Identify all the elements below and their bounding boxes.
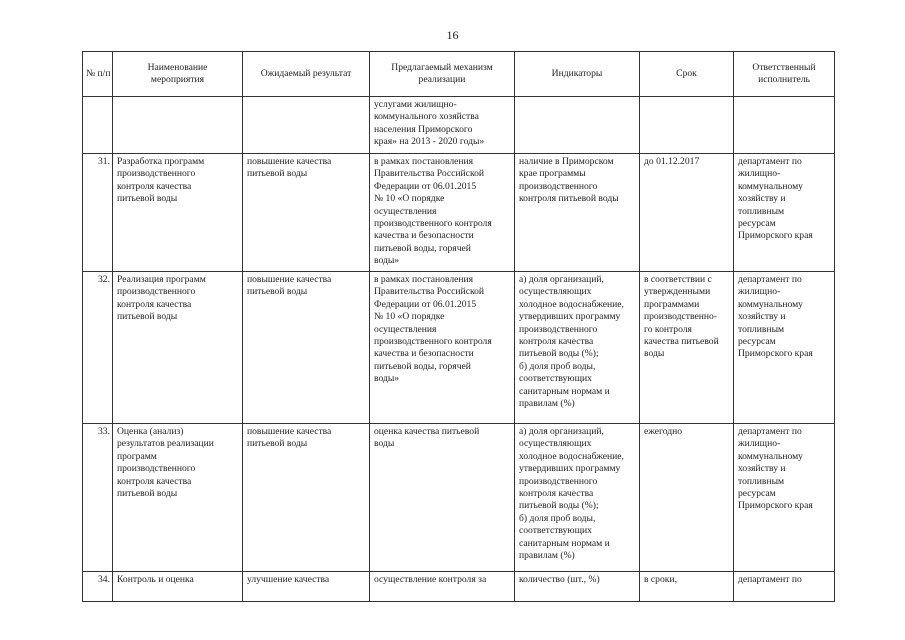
text-line: повышение качества — [247, 156, 332, 167]
text-line: производственного — [117, 463, 196, 475]
term-cell — [640, 272, 734, 424]
text-line: производственного — [117, 168, 196, 180]
cell — [83, 97, 113, 154]
text-line: мероприятия — [150, 74, 205, 85]
text-line: производственного контроля — [374, 336, 492, 348]
text-line: количество (шт., %) — [519, 574, 600, 585]
text-line: Разработка программ — [117, 156, 205, 167]
table-row — [83, 572, 835, 602]
text-line: санитарным нормам и — [519, 537, 610, 549]
text-line: хозяйству и — [738, 193, 786, 205]
text-line: осуществление контроля за — [374, 574, 487, 585]
text-line: департамент по — [738, 156, 802, 167]
text-line: воды — [374, 438, 395, 450]
mechanism-cell — [370, 272, 515, 424]
text-line: производственного контроля — [374, 218, 492, 230]
result-cell — [243, 572, 370, 602]
text-line: производственного — [519, 475, 598, 487]
text-line: коммунальному — [738, 298, 803, 310]
text-line: качества и безопасности — [374, 230, 474, 242]
text-line: осуществления — [374, 205, 437, 217]
text-line: повышение качества — [247, 274, 332, 285]
row-number: 31. — [83, 154, 113, 272]
text-line: ежегодно — [644, 426, 683, 437]
text-line: питьевой воды — [117, 193, 178, 205]
text-line: контроля качества — [117, 180, 192, 192]
name-cell — [113, 272, 243, 424]
table-row — [83, 272, 835, 424]
text-line: контроля качества — [519, 336, 594, 348]
text-line: утвердивших программу — [519, 463, 621, 475]
page-number: 16 — [446, 28, 459, 42]
text-line: го контроля — [644, 323, 692, 335]
name-cell — [113, 572, 243, 602]
text-line: до 01.12.2017 — [644, 156, 700, 167]
cell — [243, 97, 370, 154]
text-line: качества и безопасности — [374, 348, 474, 360]
responsible-cell — [734, 272, 835, 424]
text-line: питьевой воды (%); — [519, 500, 599, 512]
term-cell — [640, 572, 734, 602]
text-line: крае программы — [519, 168, 586, 180]
mechanism-cell — [370, 154, 515, 272]
text-line: питьевой воды — [247, 168, 308, 180]
text-line: соответствующих — [519, 373, 592, 385]
text-line: Правительства Российской — [374, 286, 485, 298]
text-line: в сроки, — [644, 574, 677, 585]
text-line: б) доля проб воды, — [519, 512, 596, 524]
text-line: жилищно- — [738, 168, 781, 180]
text-line: осуществляющих — [519, 438, 592, 450]
text-line: воды» — [374, 373, 400, 385]
header-cell — [83, 52, 113, 97]
text-line: правилам (%) — [519, 550, 575, 562]
header-cell — [113, 52, 243, 97]
text-line: качества питьевой — [644, 336, 719, 348]
text-line: соответствующих — [519, 525, 592, 537]
row-number: 33. — [83, 424, 113, 572]
text-line: осуществления — [374, 323, 437, 335]
header-cell — [515, 52, 640, 97]
text-line: ресурсам — [738, 218, 776, 230]
text-line: № п/п — [86, 67, 111, 79]
responsible-cell — [734, 154, 835, 272]
text-line: контроля качества — [117, 298, 192, 310]
table-row — [83, 424, 835, 572]
header-cell — [370, 52, 515, 97]
text-line: воды» — [374, 255, 400, 267]
text-line: департамент по — [738, 274, 802, 285]
mechanism-cell — [370, 572, 515, 602]
cell — [113, 97, 243, 154]
text-line: Правительства Российской — [374, 168, 485, 180]
text-line: населения Приморского — [374, 123, 473, 135]
text-line: программ — [117, 450, 157, 462]
text-line: Ответственный — [752, 61, 816, 73]
text-line: а) доля организаций, — [519, 274, 604, 285]
text-line: в соответствии с — [644, 274, 712, 285]
text-line: б) доля проб воды, — [519, 360, 596, 372]
text-line: жилищно- — [738, 286, 781, 298]
text-line: холодное водоснабжение, — [519, 298, 624, 310]
text-line: топливным — [738, 205, 785, 217]
text-line: ресурсам — [738, 336, 776, 348]
text-line: коммунального хозяйства — [374, 111, 479, 123]
text-line: Федерации от 06.01.2015 — [374, 180, 477, 192]
text-line: края» на 2013 - 2020 годы» — [374, 136, 485, 148]
text-line: производственно- — [644, 311, 717, 323]
text-line: Приморского края — [738, 230, 813, 242]
text-line: утвердивших программу — [519, 311, 621, 323]
text-line: питьевой воды — [117, 488, 178, 500]
text-line: хозяйству и — [738, 463, 786, 475]
text-line: улучшение качества — [247, 574, 330, 585]
text-line: питьевой воды — [117, 311, 178, 323]
text-line: Предлагаемый механизм — [391, 61, 493, 73]
text-line: результатов реализации — [117, 438, 214, 450]
indicators-cell — [515, 154, 640, 272]
cell — [640, 97, 734, 154]
text-line: контроля качества — [519, 488, 594, 500]
name-cell — [113, 424, 243, 572]
text-line: хозяйству и — [738, 311, 786, 323]
text-line: № 10 «О порядке — [374, 311, 445, 323]
mechanism-cell — [370, 97, 515, 154]
measures-table — [82, 51, 835, 602]
term-cell — [640, 154, 734, 272]
text-line: услугами жилищно- — [374, 99, 457, 110]
header-cell — [243, 52, 370, 97]
row-number: 32. — [83, 272, 113, 424]
text-line: питьевой воды — [247, 438, 308, 450]
text-line: Срок — [676, 67, 697, 79]
text-line: ресурсам — [738, 488, 776, 500]
text-line: Федерации от 06.01.2015 — [374, 298, 477, 310]
text-line: контроля питьевой воды — [519, 193, 619, 205]
indicators-cell — [515, 572, 640, 602]
text-line: питьевой воды, горячей — [374, 242, 471, 254]
text-line: № 10 «О порядке — [374, 193, 445, 205]
text-line: утвержденными — [644, 286, 711, 298]
text-line: Наименование — [147, 61, 208, 73]
text-line: правилам (%) — [519, 398, 575, 410]
responsible-cell — [734, 572, 835, 602]
text-line: питьевой воды, горячей — [374, 360, 471, 372]
continuation-row — [83, 97, 835, 154]
text-line: питьевой воды (%); — [519, 348, 599, 360]
text-line: Ожидаемый результат — [260, 67, 352, 79]
text-line: коммунальному — [738, 450, 803, 462]
text-line: Индикаторы — [551, 67, 603, 79]
result-cell — [243, 272, 370, 424]
text-line: коммунальному — [738, 180, 803, 192]
text-line: холодное водоснабжение, — [519, 450, 624, 462]
text-line: производственного — [519, 323, 598, 335]
text-line: топливным — [738, 323, 785, 335]
cell — [734, 97, 835, 154]
row-number: 34. — [83, 572, 113, 602]
header-row — [83, 52, 835, 97]
text-line: Реализация программ — [117, 274, 206, 285]
mechanism-cell — [370, 424, 515, 572]
result-cell — [243, 424, 370, 572]
text-line: топливным — [738, 475, 785, 487]
text-line: оценка качества питьевой — [374, 426, 480, 437]
text-line: департамент по — [738, 574, 802, 585]
text-line: питьевой воды — [247, 286, 308, 298]
text-line: воды — [644, 348, 665, 360]
text-line: Приморского края — [738, 348, 813, 360]
text-line: Оценка (анализ) — [117, 426, 184, 437]
text-line: наличие в Приморском — [519, 156, 614, 167]
table-row — [83, 154, 835, 272]
text-line: Приморского края — [738, 500, 813, 512]
text-line: производственного — [117, 286, 196, 298]
text-line: программами — [644, 298, 700, 310]
result-cell — [243, 154, 370, 272]
name-cell — [113, 154, 243, 272]
text-line: жилищно- — [738, 438, 781, 450]
text-line: производственного — [519, 180, 598, 192]
text-line: а) доля организаций, — [519, 426, 604, 437]
indicators-cell — [515, 272, 640, 424]
header-cell — [734, 52, 835, 97]
text-line: Контроль и оценка — [117, 574, 194, 585]
responsible-cell — [734, 424, 835, 572]
cell — [515, 97, 640, 154]
text-line: в рамках постановления — [374, 156, 474, 167]
text-line: повышение качества — [247, 426, 332, 437]
text-line: исполнитель — [758, 74, 810, 85]
text-line: реализации — [418, 74, 466, 85]
indicators-cell — [515, 424, 640, 572]
header-cell — [640, 52, 734, 97]
text-line: осуществляющих — [519, 286, 592, 298]
term-cell — [640, 424, 734, 572]
text-line: санитарным нормам и — [519, 385, 610, 397]
text-line: контроля качества — [117, 475, 192, 487]
text-line: департамент по — [738, 426, 802, 437]
text-line: в рамках постановления — [374, 274, 474, 285]
